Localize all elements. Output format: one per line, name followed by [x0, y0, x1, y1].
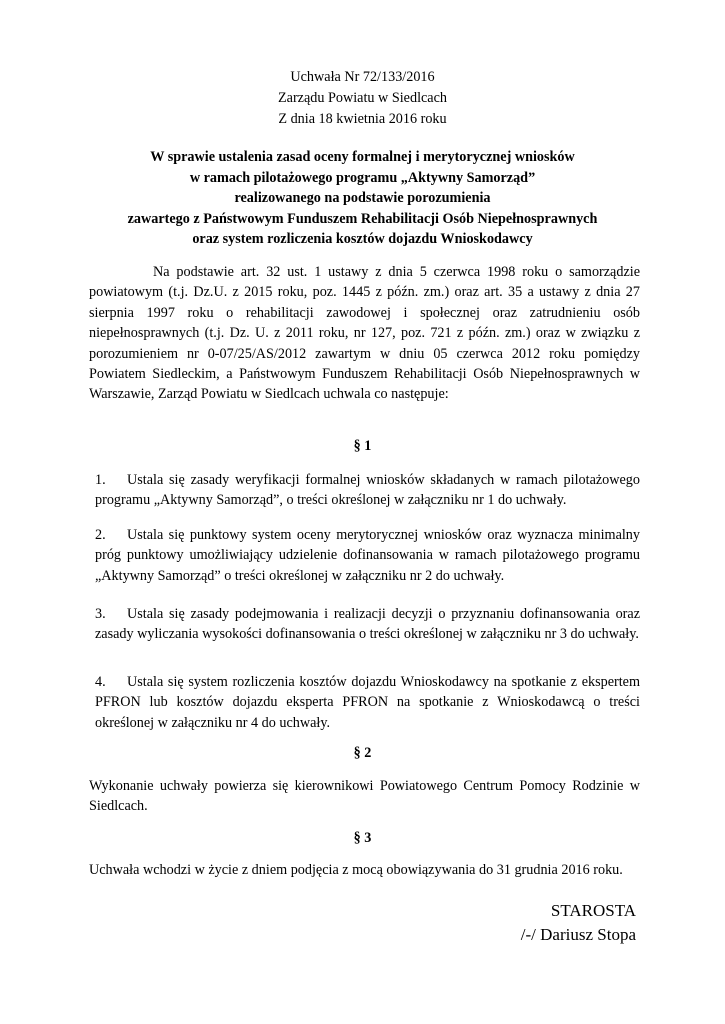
signature-block — [521, 899, 636, 947]
section-1-heading: § 1 — [353, 438, 372, 454]
signature-name: /-/ Dariusz Stopa — [520, 925, 636, 944]
section-2-heading: § 2 — [353, 745, 372, 761]
resolution-title — [0, 147, 725, 250]
title-line-2: w ramach pilotażowego programu „Aktywny Samorząd” — [189, 169, 536, 186]
section-1-item-4 — [95, 672, 640, 733]
item-text: Ustala się zasady podejmowania i realizacji decyzji o przyznaniu dofinansowania oraz zasady wyliczania wysokości dofinansowania o treści określonej w załączniku nr 3 do uchwały. — [95, 606, 640, 643]
section-3-text: Uchwała wchodzi w życie z dniem podjęcia z mocą obowiązywania do 31 grudnia 2016 roku. — [89, 862, 623, 878]
title-line-1: W sprawie ustalenia zasad oceny formalnej i merytorycznej wniosków — [150, 149, 575, 165]
section-1-item-3 — [95, 604, 640, 645]
section-2-text: Wykonanie uchwały powierza się kierownikowi Powiatowego Centrum Pomocy Rodzinie w Siedlcach. — [89, 778, 640, 815]
section-1-item-1 — [95, 470, 640, 511]
item-number: 3. — [95, 606, 106, 622]
item-text: Ustala się punktowy system oceny merytorycznej wniosków oraz wyznacza minimalny próg punktowy umożliwiający udzielenie dofinansowania w ramach pilotażowego programu „Aktywny Samorząd” o treści określonej w załączniku nr 2 do uchwały. — [95, 527, 640, 584]
resolution-date: Z dnia 18 kwietnia 2016 roku — [278, 111, 447, 127]
title-line-4: zawartego z Państwowym Funduszem Rehabilitacji Osób Niepełnosprawnych — [127, 210, 598, 227]
issuing-body: Zarządu Powiatu w Siedlcach — [277, 90, 447, 106]
section-1-item-2 — [95, 525, 640, 586]
item-number: 2. — [95, 527, 106, 543]
item-number: 1. — [95, 472, 106, 488]
resolution-number: Uchwała Nr 72/133/2016 — [290, 69, 435, 85]
legal-basis-paragraph: Na podstawie art. 32 ust. 1 ustawy z dnia 5 czerwca 1998 roku o samorządzie powiatowym (t.j. Dz.U. z 2015 roku, poz. 1445 z późn. zm.) oraz art. 35 a ustawy z dnia 27 sierpnia 1997 roku o rehabilitacji zawodowej i społecznej oraz zatrudnieniu osób niepełnosprawnych (t.j. Dz. U. z 2011 roku, nr 127, poz. 721 z późn. zm.) oraz w związku z porozumieniem nr 0-07/25/AS/2012 zawartym w dniu 05 czerwca 2012 roku pomiędzy Powiatem Siedleckim, a Państwowym Funduszem Rehabilitacji Osób Niepełnosprawnych w Warszawie, Zarząd Powiatu w Siedlcach uchwala co następuje: — [89, 264, 640, 403]
item-number: 4. — [95, 674, 106, 690]
signature-role: STAROSTA — [550, 901, 636, 920]
section-3-heading: § 3 — [353, 830, 372, 846]
resolution-header — [0, 67, 725, 130]
item-text: Ustala się zasady weryfikacji formalnej wniosków składanych w ramach pilotażowego programu „Aktywny Samorząd”, o treści określonej w załączniku nr 1 do uchwały. — [95, 472, 640, 509]
title-line-5: oraz system rozliczenia kosztów dojazdu Wnioskodawcy — [192, 231, 533, 247]
title-line-3: realizowanego na podstawie porozumienia — [234, 190, 491, 206]
item-text: Ustala się system rozliczenia kosztów dojazdu Wnioskodawcy na spotkanie z ekspertem PFRON lub kosztów dojazdu eksperta PFRON na spotkanie z Wnioskodawcą o treści określonej w załączniku nr 4 do uchwały. — [95, 674, 640, 731]
